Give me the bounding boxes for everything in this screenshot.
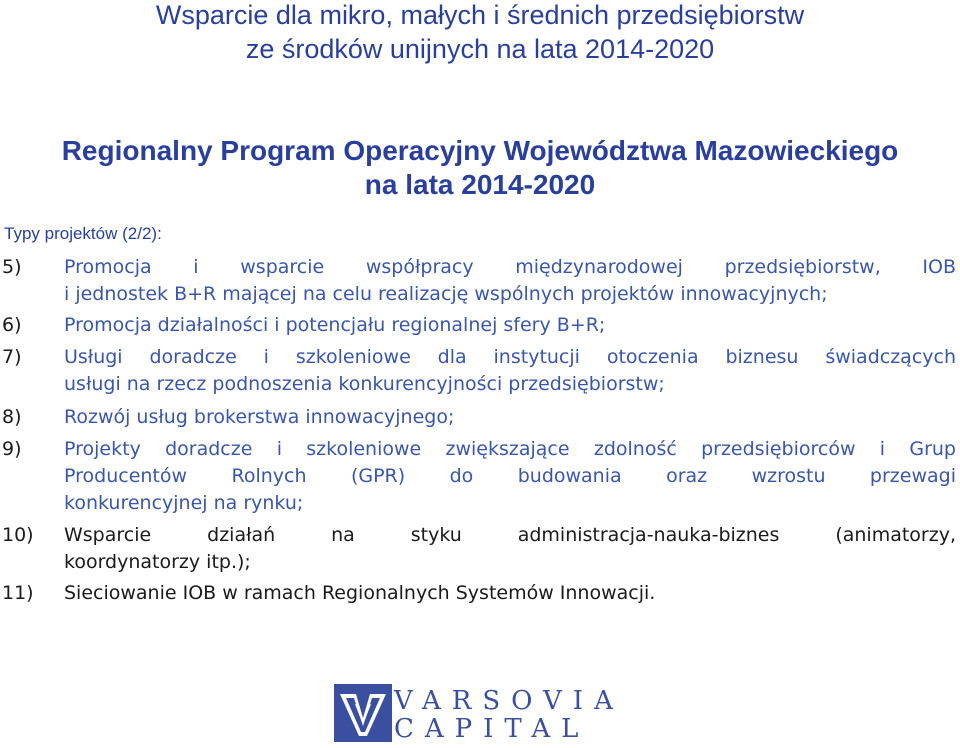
- list-item-text: [64, 404, 960, 431]
- program-title-line1: Regionalny Program Operacyjny Województwa Mazowieckiego: [61, 135, 899, 166]
- list-item-number: 6): [2, 314, 22, 336]
- list-item-number: 10): [2, 524, 34, 546]
- list-item-number: 8): [2, 406, 22, 428]
- list-item-line: Rozwój usług brokerstwa innowacyjnego;: [64, 406, 455, 428]
- section-label-text: Typy projektów (2/2): [4, 224, 158, 243]
- program-title-line2: na lata 2014-2020: [364, 169, 596, 200]
- list-item: [0, 344, 960, 398]
- list-item: [0, 580, 960, 607]
- logo-text-varsovia: VARSOVIA: [394, 686, 624, 716]
- list-item-line: Usługi doradcze i szkoleniowe dla instytucji otoczenia biznesu świadczących: [64, 346, 956, 368]
- varsovia-capital-logo: [334, 684, 624, 742]
- list-item-line: koordynatorzy itp.);: [64, 551, 251, 573]
- list-item-number: 7): [2, 346, 22, 368]
- list-item-line: konkurencyjnej na rynku;: [64, 492, 304, 514]
- list-item-text: [64, 312, 960, 339]
- logo-text-capital: CAPITAL: [394, 714, 590, 744]
- list-item-text: [64, 580, 960, 607]
- list-item-text: [64, 436, 960, 517]
- list-item-line: Projekty doradcze i szkoleniowe zwiększające zdolność przedsiębiorców i Grup: [64, 438, 956, 460]
- slide-title: [0, 0, 960, 66]
- slide-title-line1: Wsparcie dla mikro, małych i średnich przedsiębiorstw: [155, 0, 805, 30]
- list-item-number: 9): [2, 438, 22, 460]
- list-item-line: Promocja działalności i potencjału regionalnej sfery B+R;: [64, 314, 606, 336]
- section-label-colon: :: [157, 224, 162, 243]
- list-item-number: 11): [2, 582, 34, 604]
- list-item-line: Promocja i wsparcie współpracy międzynarodowej przedsiębiorstw, IOB: [64, 256, 956, 278]
- list-item: [0, 404, 960, 431]
- list-item: [0, 436, 960, 517]
- list-item: [0, 522, 960, 576]
- section-label: [4, 224, 162, 244]
- list-item-number: 5): [2, 256, 22, 278]
- list-item-line: Wsparcie działań na styku administracja-nauka-biznes (animatorzy,: [64, 524, 956, 546]
- list-item-line: i jednostek B+R mającej na celu realizację wspólnych projektów innowacyjnych;: [64, 283, 828, 305]
- logo-mark-icon: [334, 684, 392, 742]
- list-item-text: [64, 344, 960, 398]
- list-item: [0, 312, 960, 339]
- list-item-text: [64, 522, 960, 576]
- list-item: [0, 254, 960, 308]
- list-item-line: Sieciowanie IOB w ramach Regionalnych Systemów Innowacji.: [64, 582, 656, 604]
- list-item-text: [64, 254, 960, 308]
- list-item-line: usługi na rzecz podnoszenia konkurencyjności przedsiębiorstw;: [64, 373, 665, 395]
- slide-title-line2: ze środków unijnych na lata 2014-2020: [245, 34, 715, 64]
- list-item-line: Producentów Rolnych (GPR) do budowania oraz wzrostu przewagi: [64, 465, 956, 487]
- program-title: [0, 134, 960, 202]
